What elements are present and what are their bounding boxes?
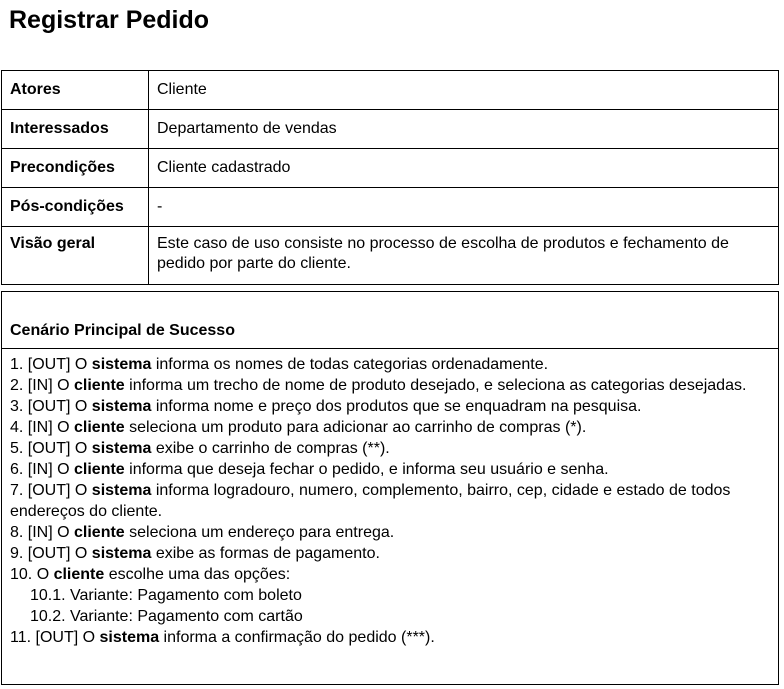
step-text: informa logradouro, numero, complemento, bairro, cep, cidade e estado de todos endereços do cliente. [10,482,731,520]
scenario-substep [10,606,770,627]
step-text: seleciona um produto para adicionar ao carrinho de compras (*). [124,419,587,436]
row-value: Este caso de uso consiste no processo de escolha de produtos e fechamento de pedido por parte do cliente. [149,227,779,285]
step-prefix: 4. [IN] O [10,419,75,436]
step-actor: sistema [91,356,152,373]
step-text: informa nome e preço dos produtos que se enquadram na pesquisa. [151,398,642,415]
scenario-step [10,417,770,438]
step-actor: cliente [74,461,125,478]
scenario-step [10,375,770,396]
step-text: seleciona um endereço para entrega. [124,524,395,541]
row-label: Precondições [2,149,149,188]
scenario-step [10,459,770,480]
table-row-preconditions [2,149,779,188]
step-prefix: 9. [OUT] O [10,545,92,562]
scenario-step [10,354,770,375]
step-prefix: 10.1. Variante: Pagamento com boleto [30,587,302,604]
main-success-scenario [1,291,779,685]
step-text: exibe o carrinho de compras (**). [151,440,390,457]
step-prefix: 5. [OUT] O [10,440,92,457]
scenario-step [10,564,770,585]
scenario-step [10,438,770,459]
scenario-step [10,522,770,543]
step-prefix: 1. [OUT] O [10,356,92,373]
step-text: informa que deseja fechar o pedido, e informa seu usuário e senha. [124,461,609,478]
step-actor: cliente [74,419,125,436]
step-actor: sistema [91,398,152,415]
row-value: Cliente [149,71,779,110]
step-prefix: 10.2. Variante: Pagamento com cartão [30,608,303,625]
step-text: exibe as formas de pagamento. [151,545,380,562]
scenario-steps-list [2,349,778,648]
row-label: Pós-condições [2,188,149,227]
step-prefix: 10. O [10,566,54,583]
step-text: escolhe uma das opções: [104,566,291,583]
step-actor: cliente [53,566,105,583]
row-label: Visão geral [2,227,149,285]
step-prefix: 6. [IN] O [10,461,75,478]
table-row-postconditions [2,188,779,227]
scenario-title: Cenário Principal de Sucesso [2,292,778,349]
row-value: Departamento de vendas [149,110,779,149]
scenario-step [10,480,770,522]
step-actor: cliente [74,524,125,541]
step-text: informa os nomes de todas categorias ordenadamente. [151,356,549,373]
row-label: Atores [2,71,149,110]
step-prefix: 3. [OUT] O [10,398,92,415]
scenario-step [10,396,770,417]
row-value: Cliente cadastrado [149,149,779,188]
step-actor: sistema [91,440,152,457]
step-text: informa um trecho de nome de produto desejado, e seleciona as categorias desejadas. [124,377,747,394]
step-prefix: 8. [IN] O [10,524,75,541]
use-case-info-table [1,70,779,285]
row-value: - [149,188,779,227]
step-actor: cliente [74,377,125,394]
page-title: Registrar Pedido [9,6,210,34]
table-row-overview [2,227,779,285]
scenario-step [10,543,770,564]
row-label: Interessados [2,110,149,149]
step-actor: sistema [91,545,152,562]
table-row-actors [2,71,779,110]
step-actor: sistema [91,482,152,499]
table-row-stakeholders [2,110,779,149]
step-prefix: 7. [OUT] O [10,482,92,499]
scenario-step [10,627,770,648]
scenario-substep [10,585,770,606]
step-prefix: 2. [IN] O [10,377,75,394]
step-prefix: 11. [OUT] O [10,629,100,646]
step-actor: sistema [99,629,160,646]
step-text: informa a confirmação do pedido (***). [159,629,435,646]
